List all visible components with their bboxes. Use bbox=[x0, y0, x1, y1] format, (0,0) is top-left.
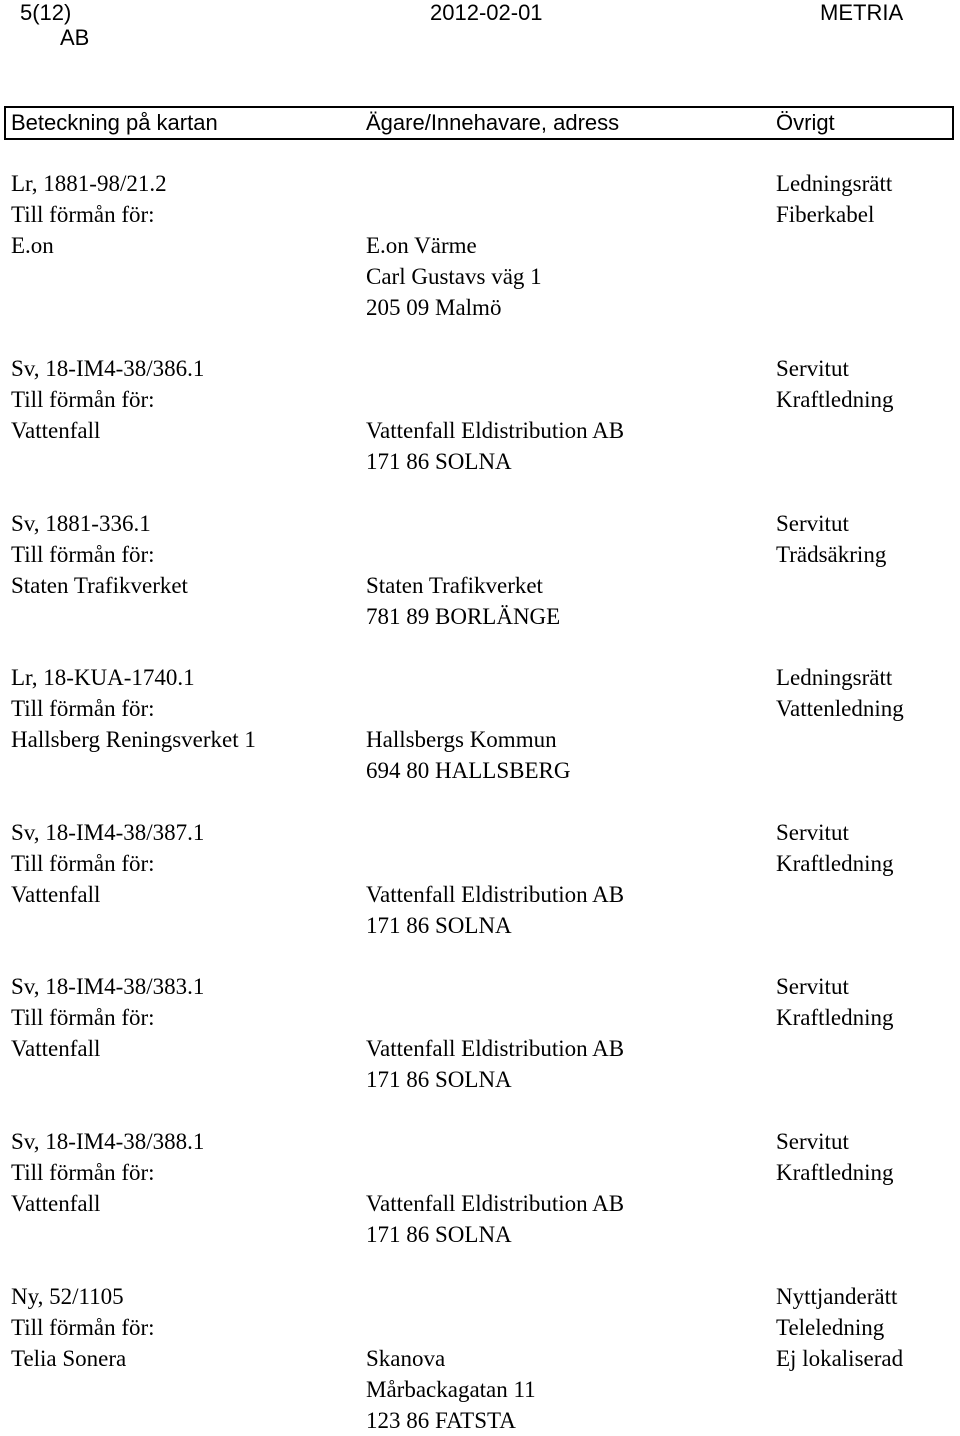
owner-address: 171 86 SOLNA bbox=[366, 449, 512, 474]
owner-name: E.on Värme bbox=[366, 233, 477, 258]
beneficiary: Vattenfall bbox=[11, 1036, 101, 1061]
owner-city: 123 86 FATSTA bbox=[366, 1408, 516, 1433]
owner-name: Vattenfall Eldistribution AB bbox=[366, 1036, 625, 1061]
document-date: 2012-02-01 bbox=[430, 0, 543, 25]
right-type: Servitut bbox=[776, 511, 849, 536]
beneficiary: Telia Sonera bbox=[11, 1346, 127, 1371]
for-label: Till förmån för: bbox=[11, 387, 155, 412]
owner-address: 171 86 SOLNA bbox=[366, 1067, 512, 1092]
company-name: METRIA bbox=[820, 0, 904, 25]
designation: Sv, 1881-336.1 bbox=[11, 511, 151, 536]
for-label: Till förmån för: bbox=[11, 1315, 155, 1340]
for-label: Till förmån för: bbox=[11, 1160, 155, 1185]
table-row bbox=[0, 817, 960, 967]
beneficiary: Vattenfall bbox=[11, 418, 101, 443]
right-note: Ej lokaliserad bbox=[776, 1346, 904, 1371]
beneficiary: Hallsberg Reningsverket 1 bbox=[11, 727, 256, 752]
right-type: Servitut bbox=[776, 820, 849, 845]
table-row bbox=[0, 168, 960, 318]
right-purpose: Vattenledning bbox=[776, 696, 904, 721]
owner-address: 171 86 SOLNA bbox=[366, 913, 512, 938]
table-row bbox=[0, 353, 960, 503]
for-label: Till förmån för: bbox=[11, 1005, 155, 1030]
owner-name: Vattenfall Eldistribution AB bbox=[366, 882, 625, 907]
right-type: Ledningsrätt bbox=[776, 171, 893, 196]
right-purpose: Fiberkabel bbox=[776, 202, 875, 227]
owner-name: Skanova bbox=[366, 1346, 446, 1371]
designation: Sv, 18-IM4-38/386.1 bbox=[11, 356, 205, 381]
for-label: Till förmån för: bbox=[11, 542, 155, 567]
designation: Sv, 18-IM4-38/383.1 bbox=[11, 974, 205, 999]
owner-name: Vattenfall Eldistribution AB bbox=[366, 1191, 625, 1216]
table-row bbox=[0, 1281, 960, 1431]
owner-city: 205 09 Malmö bbox=[366, 295, 502, 320]
designation: Ny, 52/1105 bbox=[11, 1284, 124, 1309]
beneficiary: Vattenfall bbox=[11, 882, 101, 907]
page-number: 5(12) bbox=[20, 0, 72, 25]
owner-name: Vattenfall Eldistribution AB bbox=[366, 418, 625, 443]
beneficiary: Vattenfall bbox=[11, 1191, 101, 1216]
table-row bbox=[0, 971, 960, 1121]
owner-name: Staten Trafikverket bbox=[366, 573, 543, 598]
right-purpose: Kraftledning bbox=[776, 1160, 894, 1185]
owner-address: Mårbackagatan 11 bbox=[366, 1377, 536, 1402]
owner-address: 781 89 BORLÄNGE bbox=[366, 604, 561, 629]
for-label: Till förmån för: bbox=[11, 851, 155, 876]
designation: Lr, 1881-98/21.2 bbox=[11, 171, 167, 196]
beneficiary: E.on bbox=[11, 233, 54, 258]
right-type: Nyttjanderätt bbox=[776, 1284, 898, 1309]
designation: Sv, 18-IM4-38/388.1 bbox=[11, 1129, 205, 1154]
right-purpose: Kraftledning bbox=[776, 851, 894, 876]
right-type: Ledningsrätt bbox=[776, 665, 893, 690]
for-label: Till förmån för: bbox=[11, 696, 155, 721]
right-purpose: Kraftledning bbox=[776, 1005, 894, 1030]
column-header-owner: Ägare/Innehavare, adress bbox=[366, 110, 620, 135]
owner-name: Hallsbergs Kommun bbox=[366, 727, 557, 752]
designation: Lr, 18-KUA-1740.1 bbox=[11, 665, 195, 690]
beneficiary: Staten Trafikverket bbox=[11, 573, 188, 598]
right-purpose: Trädsäkring bbox=[776, 542, 887, 567]
owner-address: 694 80 HALLSBERG bbox=[366, 758, 571, 783]
table-row bbox=[0, 508, 960, 658]
owner-address: 171 86 SOLNA bbox=[366, 1222, 512, 1247]
designation: Sv, 18-IM4-38/387.1 bbox=[11, 820, 205, 845]
table-row bbox=[0, 1126, 960, 1276]
right-purpose: Kraftledning bbox=[776, 387, 894, 412]
company-suffix: AB bbox=[60, 25, 90, 50]
column-header-other: Övrigt bbox=[776, 110, 835, 135]
right-type: Servitut bbox=[776, 356, 849, 381]
column-header-designation: Beteckning på kartan bbox=[11, 110, 218, 135]
right-purpose: Teleledning bbox=[776, 1315, 885, 1340]
table-row bbox=[0, 662, 960, 812]
right-type: Servitut bbox=[776, 1129, 849, 1154]
owner-address: Carl Gustavs väg 1 bbox=[366, 264, 542, 289]
right-type: Servitut bbox=[776, 974, 849, 999]
for-label: Till förmån för: bbox=[11, 202, 155, 227]
